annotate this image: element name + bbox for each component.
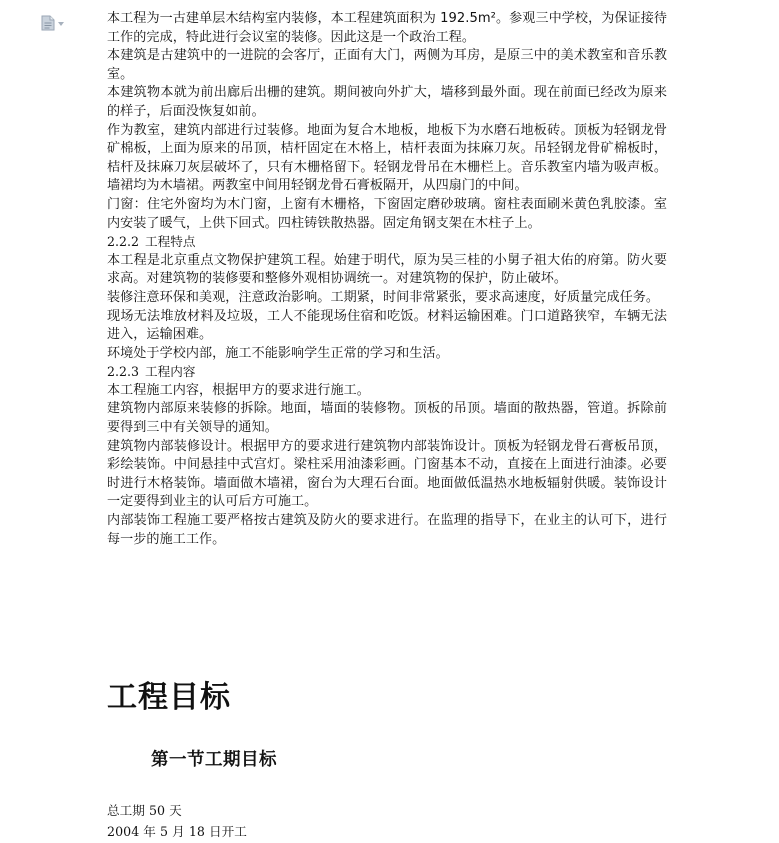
main-heading: 工程目标 [107,680,231,715]
document-icon-glyph [41,15,55,31]
section-title: 工程特点 [145,234,196,250]
paragraph: 门窗：住宅外窗均为木门窗，上窗有木栅格，下窗固定磨砂玻璃。窗柱表面刷米黄色乳胶漆。室内安装了暖气，上供下回式。四柱铸铁散热器。固定角钢支架在木柱子上。 [107,196,667,231]
section-heading: 第一节工期目标 [151,750,277,770]
section-heading-222 [107,233,667,252]
paragraph: 本工程施工内容，根据甲方的要求进行施工。 [107,382,370,398]
paragraph: 现场无法堆放材料及垃圾，工人不能现场住宿和吃饭。材料运输困难。门口道路狭窄，车辆无法进入，运输困难。 [107,308,667,343]
paragraph: 本工程为一古建单层木结构室内装修，本工程建筑面积为 192.5m²。参观三中学校，为保证接待工作的完成，特此进行会议室的装修。因此这是一个政治工程。 [107,11,667,45]
paragraph: 环境处于学校内部，施工不能影响学生正常的学习和生活。 [107,345,449,361]
schedule-block [107,800,667,842]
section-number: 2.2.3 [107,364,140,380]
paragraph: 本建筑物本就为前出廊后出栅的建筑。期间被向外扩大，墙移到最外面。现在前面已经改为原来的样子，后面没恢复如前。 [107,85,667,119]
paragraph: 作为教室，建筑内部进行过装修。地面为复合木地板，地板下为水磨石地板砖。顶板为轻钢龙骨矿棉板，上面为原来的吊顶，桔杆固定在木格上，桔杆表面为抹麻刀灰。吊轻钢龙骨矿棉板时，桔杆及抹麻刀灰层破坏了，只有木栅格留下。轻钢龙骨吊在木栅栏上。音乐教室内墙为吸声板。墙裙均为木墙裙。两教室中间用轻钢龙骨石膏板隔开，从四扇门的中间。 [107,122,667,194]
paragraph: 内部装饰工程施工要严格按古建筑及防火的要求进行。在监理的指导下，在业主的认可下，进行每一步的施工工作。 [107,513,667,547]
schedule-line: 2004 年 5 月 18 日开工 [107,824,247,839]
document-icon[interactable] [41,14,71,32]
chevron-down-icon [58,22,64,26]
paragraph: 建筑物内部原来装修的拆除。地面，墙面的装修物。顶板的吊顶。墙面的散热器，管道。拆除前要得到三中有关领导的通知。 [107,401,667,436]
section-title: 工程内容 [145,364,196,380]
paragraph: 装修注意环保和美观，注意政治影响。工期紧，时间非常紧张，要求高速度，好质量完成任务。 [107,289,660,305]
document-body [107,10,667,549]
paragraph: 建筑物内部装修设计。根据甲方的要求进行建筑物内部装饰设计。顶板为轻钢龙骨石膏板吊顶，彩绘装饰。中间悬挂中式宫灯。梁柱采用油漆彩画。门窗基本不动，直接在上面进行油漆。必要时进行木格装饰。墙面做木墙裙，窗台为大理石台面。地面做低温热水地板辐射供暖。装饰设计一定要得到业主的认可后方可施工。 [107,438,667,510]
section-heading-223 [107,363,667,382]
paragraph: 本工程是北京重点文物保护建筑工程。始建于明代，原为吴三桂的小舅子祖大佑的府第。防火要求高。对建筑物的装修要和整修外观相协调统一。对建筑物的保护，防止破坏。 [107,252,667,287]
paragraph: 本建筑是古建筑中的一进院的会客厅，正面有大门，两侧为耳房，是原三中的美术教室和音乐教室。 [107,48,667,82]
section-number: 2.2.2 [107,234,140,250]
schedule-line: 总工期 50 天 [107,803,182,818]
